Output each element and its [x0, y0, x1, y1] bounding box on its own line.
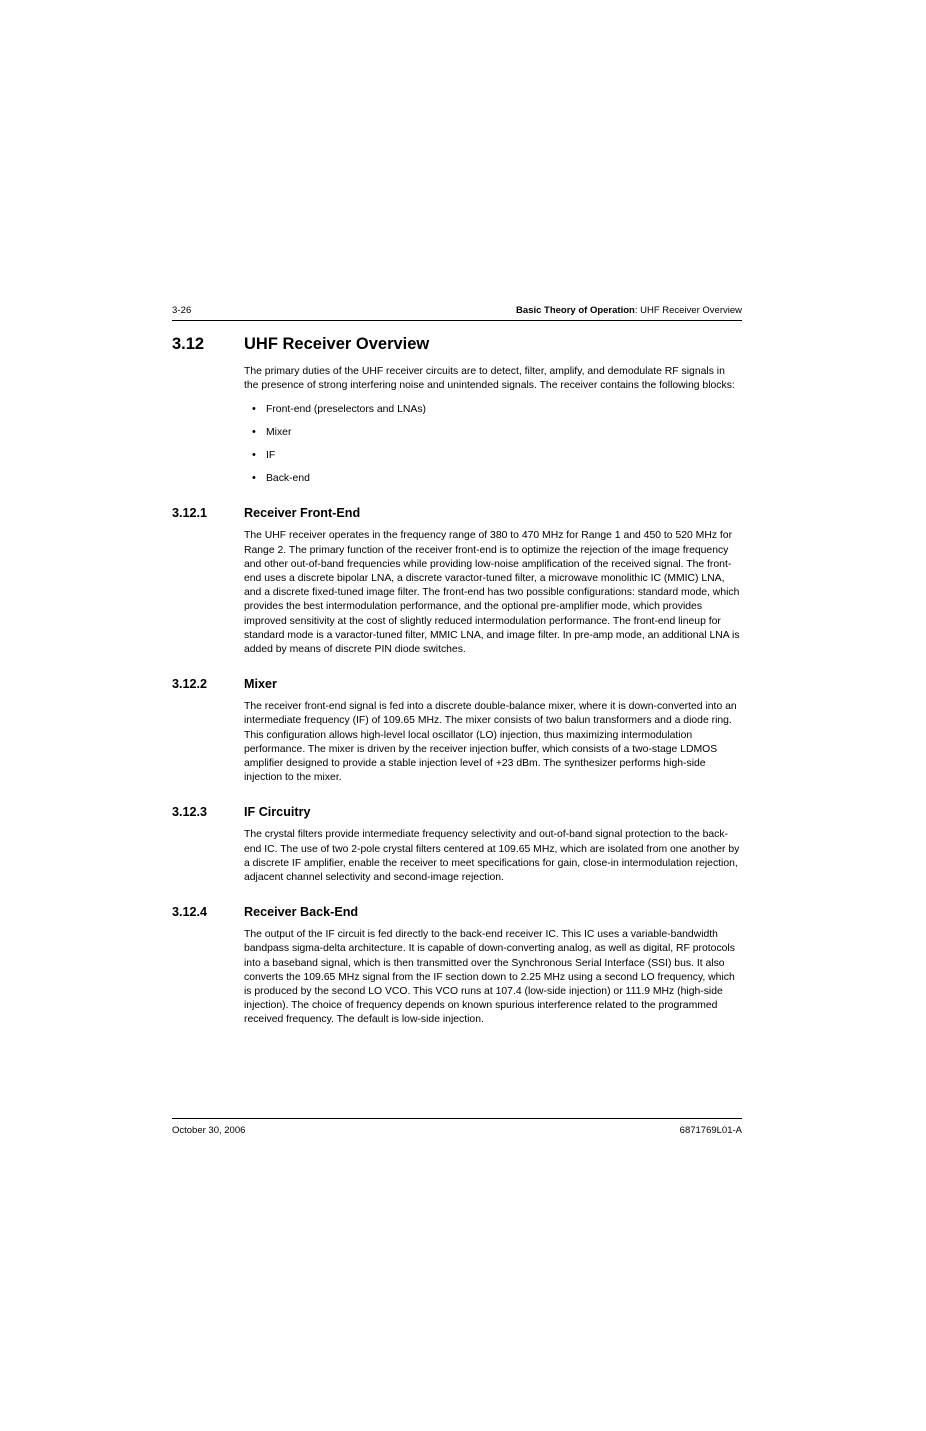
footer-row [172, 1125, 742, 1136]
section-number: 3.12 [172, 335, 205, 353]
section-heading-3-12-4 [172, 905, 742, 919]
section-number: 3.12.3 [172, 805, 208, 820]
section-body-3-12-2 [244, 700, 742, 785]
page-footer [172, 1118, 742, 1136]
section-body-3-12-3 [244, 828, 742, 885]
section-title: Mixer [244, 677, 277, 692]
section-title: UHF Receiver Overview [244, 335, 430, 353]
footer-rule [172, 1118, 742, 1119]
section-heading-3-12-1 [172, 506, 742, 520]
header-chapter-title: Basic Theory of Operation [516, 305, 635, 316]
section-body-3-12-1 [244, 529, 742, 657]
list-item: • Back-end [244, 472, 742, 486]
header-section-title: : UHF Receiver Overview [634, 305, 742, 316]
footer-document-id: 6871769L01-A [679, 1125, 742, 1136]
section-heading-3-12-3 [172, 805, 742, 819]
list-item: • Mixer [244, 426, 742, 440]
page-number: 3-26 [172, 305, 192, 316]
section-number: 3.12.1 [172, 506, 208, 521]
block-list [244, 403, 742, 486]
paragraph: The receiver front-end signal is fed into a discrete double-balance mixer, where it is down-converted into an intermediate frequency (IF) of 109.65 MHz. The mixer consists of two balun transformers and a diode ring. This configuration allows high-level local oscillator (LO) injection, thus maximizing intermodulation performance. The mixer is driven by the receiver injection buffer, which consists of a two-stage LDMOS amplifier designed to provide a stable injection level of +23 dBm. The synthesizer performs high-side injection to the mixer. [244, 701, 737, 784]
list-item: • Front-end (preselectors and LNAs) [244, 403, 742, 417]
footer-date: October 30, 2006 [172, 1125, 246, 1136]
section-title: IF Circuitry [244, 805, 311, 820]
section-title: Receiver Front-End [244, 506, 361, 521]
section-title: Receiver Back-End [244, 905, 359, 920]
page-content [172, 305, 742, 1030]
page-header [172, 305, 742, 320]
section-heading-3-12-2 [172, 677, 742, 691]
paragraph: The output of the IF circuit is fed directly to the back-end receiver IC. This IC uses a variable-bandwidth bandpass sigma-delta architecture. It is capable of down-converting analog, as well as digital, RF protocols into a baseband signal, which is then transmitted over the Synchronous Serial Interface (SSI) bus. It also converts the 109.65 MHz signal from the IF section down to 2.25 MHz using a second LO frequency, which is produced by the second LO VCO. This VCO runs at 107.4 (low-side injection) or 111.9 MHz (high-side injection). The choice of frequency depends on known spurious interference related to the programmed received frequency. The default is low-side injection. [244, 929, 735, 1026]
list-item: • IF [244, 449, 742, 463]
paragraph: The UHF receiver operates in the frequency range of 380 to 470 MHz for Range 1 and 450 to 520 MHz for Range 2. The primary function of the receiver front-end is to optimize the rejection of the image frequency and other out-of-band frequencies while providing low-noise amplification of the received signal. The front-end uses a discrete bipolar LNA, a discrete varactor-tuned filter, a microwave monolithic IC (MMIC) LNA, and a discrete fixed-tuned image filter. The front-end has two possible configurations: standard mode, which provides the best intermodulation performance, and the optional pre-amplifier mode, which provides improved sensitivity at the cost of slightly reduced intermodulation performance. The front-end lineup for standard mode is a varactor-tuned filter, MMIC LNA, and image filter. In pre-amp mode, an additional LNA is added by means of discrete PIN diode switches. [244, 530, 740, 656]
section-body-3-12-4 [244, 928, 742, 1027]
section-body-3-12 [244, 365, 742, 486]
section-heading-3-12 [172, 335, 742, 354]
paragraph: The crystal filters provide intermediate frequency selectivity and out-of-band signal protection to the back-end IC. The use of two 2-pole crystal filters centered at 109.65 MHz, which are isolated from one another by a discrete IF amplifier, enable the receiver to meet specifications for gain, close-in intermodulation rejection, adjacent channel selectivity and second-image rejection. [244, 829, 740, 884]
paragraph: The primary duties of the UHF receiver circuits are to detect, filter, amplify, and demodulate RF signals in the presence of strong interfering noise and unintended signals. The receiver contains the following blocks: [244, 366, 735, 392]
section-number: 3.12.4 [172, 905, 208, 920]
header-rule [172, 320, 742, 321]
section-number: 3.12.2 [172, 677, 208, 692]
header-running-title [516, 305, 742, 316]
